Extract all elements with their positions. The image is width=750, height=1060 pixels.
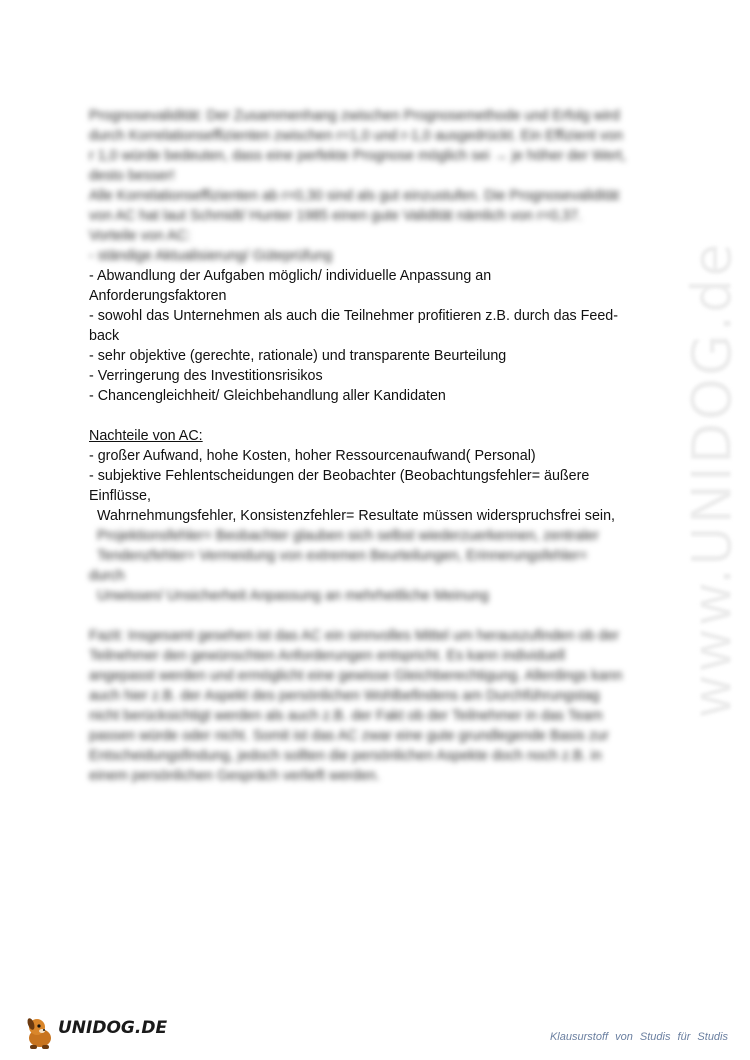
blurred-intro-block <box>89 106 661 266</box>
spacer <box>89 606 661 626</box>
blurred-line: Alle Korrelationseffizienten ab r=0,30 sind als gut einzustufen. Die Prognosevalidität <box>89 188 620 204</box>
blurred-line: durch Korrelationseffizienten zwischen r=1,0 und r-1,0 ausgedrückt. Ein Effizient von <box>89 128 623 144</box>
blurred-line: einem persönlichen Gespräch verlieft werden. <box>89 768 380 784</box>
disadvantage-item: - subjektive Fehlentscheidungen der Beobachter (Beobachtungsfehler= äußere <box>89 468 590 484</box>
blurred-line: r 1,0 würde bedeuten, dass eine perfekte Prognose möglich sei → je höher der Wert, <box>89 148 626 164</box>
blurred-line: nicht berücksichtigt werden als auch z.B. der Fakt ob der Teilnehmer in das Team <box>89 708 603 724</box>
footer-tagline: Klausurstoff von Studis für Studis <box>549 1031 728 1043</box>
blurred-line: Unwissen/ Unsicherheit Anpassung an mehrheitliche Meinung <box>97 588 489 604</box>
blurred-line: Prognosevalidität: Der Zusammenhang zwischen Prognosemethode und Erfolg wird <box>89 108 620 124</box>
spacer <box>89 406 661 426</box>
disadvantage-item: Einflüsse, <box>89 488 151 504</box>
unidog-logo <box>20 1012 168 1052</box>
blurred-line: Fazit: Insgesamt gesehen ist das AC ein sinnvolles Mittel um herauszufinden ob der <box>89 628 620 644</box>
advantage-item: - Verringerung des Investitionsrisikos <box>89 368 323 384</box>
advantage-item: - Abwandlung der Aufgaben möglich/ individuelle Anpassung an <box>89 268 492 284</box>
blurred-disadvantages-block <box>89 526 661 606</box>
blurred-line: Vorteile von AC: <box>89 228 191 244</box>
advantages-list <box>89 266 661 406</box>
blurred-line: Tendenzfehler= Vermeidung von extremen Beurteilungen, Erinnerungsfehler= <box>97 548 588 564</box>
disadvantages-list <box>89 446 661 526</box>
blurred-line: Entscheidungsfindung, jedoch sollten die persönlichen Aspekte doch noch z.B. in <box>89 748 602 764</box>
blurred-line: auch hier z.B. der Aspekt des persönlichen Wohlbefindens am Durchführungstag <box>89 688 600 704</box>
blurred-line: - ständige Aktualisierung/ Güteprüfung <box>89 248 333 264</box>
disadvantages-heading: Nachteile von AC: <box>89 428 203 444</box>
watermark-text: www.UNIDOG.de <box>680 241 744 719</box>
blurred-conclusion-block <box>89 626 661 786</box>
dog-icon <box>20 1012 60 1052</box>
blurred-line: von AC hat laut Schmidt/ Hunter 1985 einen gute Validität nämlich von r=0,37. <box>89 208 582 224</box>
advantage-item: back <box>89 328 120 344</box>
logo-text: UNIDOG.DE <box>58 1018 168 1038</box>
blurred-line: Projektionsfehler= Beobachter glauben sich selbst wiederzuerkennen, zentraler <box>97 528 599 544</box>
blurred-line: passen würde oder nicht. Somit ist das AC zwar eine gute grundlegende Basis zur <box>89 728 609 744</box>
disadvantage-item: - großer Aufwand, hohe Kosten, hoher Ressourcenaufwand( Personal) <box>89 448 536 464</box>
document-body <box>89 106 661 786</box>
blurred-line: durch <box>89 568 125 584</box>
disadvantage-item: Wahrnehmungsfehler, Konsistenzfehler= Resultate müssen widerspruchsfrei sein, <box>97 508 615 524</box>
blurred-line: desto besser! <box>89 168 175 184</box>
blurred-line: angepasst werden und ermöglicht eine gewisse Gleichberechtigung. Allerdings kann <box>89 668 623 684</box>
advantage-item: - sowohl das Unternehmen als auch die Teilnehmer profitieren z.B. durch das Feed- <box>89 308 618 324</box>
advantage-item: - sehr objektive (gerechte, rationale) und transparente Beurteilung <box>89 348 507 364</box>
blurred-line: Teilnehmer den gewünschten Anforderungen entspricht. Es kann individuell <box>89 648 566 664</box>
advantage-item: Anforderungsfaktoren <box>89 288 227 304</box>
advantage-item: - Chancengleichheit/ Gleichbehandlung aller Kandidaten <box>89 388 446 404</box>
